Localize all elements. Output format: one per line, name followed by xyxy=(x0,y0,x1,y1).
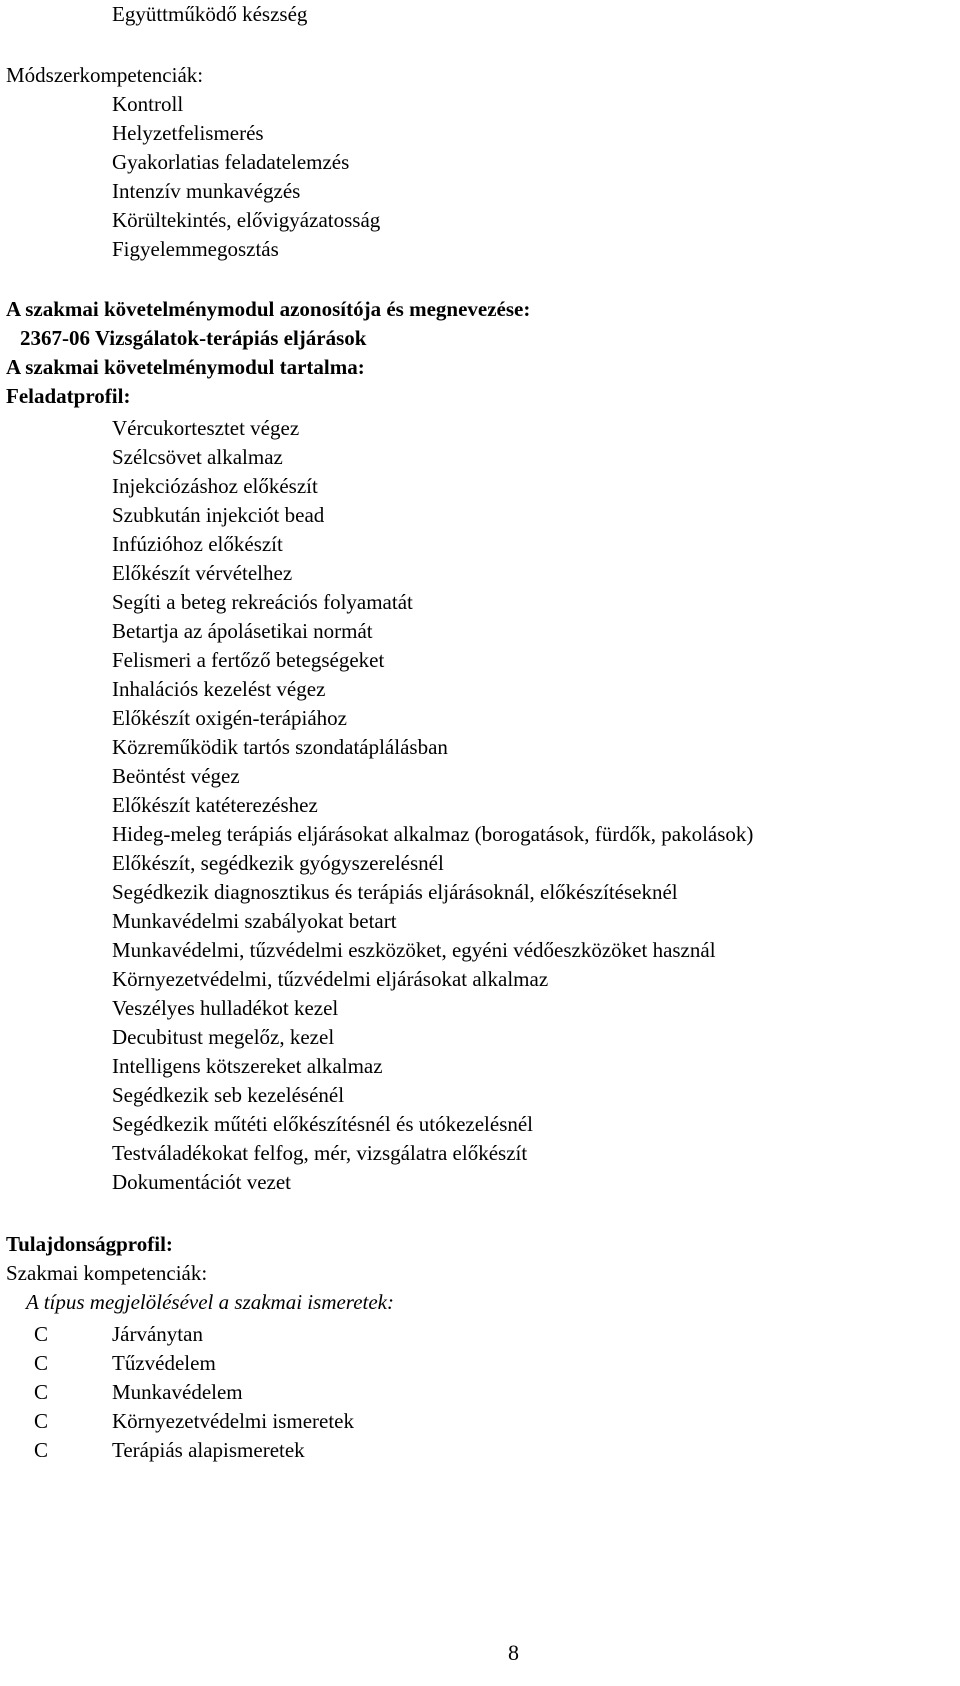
method-item: Kontroll xyxy=(112,92,184,116)
type-note: A típus megjelölésével a szakmai ismeretek: xyxy=(26,1290,394,1314)
task-item: Intelligens kötszereket alkalmaz xyxy=(112,1054,383,1078)
knowledge-label: Terápiás alapismeretek xyxy=(112,1438,305,1462)
knowledge-label: Tűzvédelem xyxy=(112,1351,216,1375)
method-item: Intenzív munkavégzés xyxy=(112,179,301,203)
method-item: Körültekintés, elővigyázatosság xyxy=(112,208,381,232)
task-item: Segédkezik seb kezelésénél xyxy=(112,1083,345,1107)
task-item: Előkészít, segédkezik gyógyszerelésnél xyxy=(112,851,444,875)
knowledge-type: C xyxy=(34,1380,49,1404)
knowledge-type: C xyxy=(34,1438,49,1462)
task-item: Környezetvédelmi, tűzvédelmi eljárásokat alkalmaz xyxy=(112,967,549,991)
method-item: Figyelemmegosztás xyxy=(112,237,279,261)
competency-item: Együttműködő készség xyxy=(112,2,308,26)
knowledge-label: Járványtan xyxy=(112,1322,203,1346)
task-item: Hideg-meleg terápiás eljárásokat alkalmaz (borogatások, fürdők, pakolások) xyxy=(112,822,754,846)
knowledge-type: C xyxy=(34,1322,49,1346)
task-item: Decubitust megelőz, kezel xyxy=(112,1025,335,1049)
method-competencies-heading: Módszerkompetenciák: xyxy=(6,63,204,87)
task-item: Munkavédelmi szabályokat betart xyxy=(112,909,397,933)
knowledge-row xyxy=(0,1409,960,1435)
task-item: Közreműködik tartós szondatáplálásban xyxy=(112,735,448,759)
task-item: Vércukortesztet végez xyxy=(112,416,300,440)
knowledge-row xyxy=(0,1438,960,1464)
task-item: Beöntést végez xyxy=(112,764,240,788)
property-profile-heading: Tulajdonságprofil: xyxy=(6,1232,173,1256)
task-item: Segíti a beteg rekreációs folyamatát xyxy=(112,590,413,614)
method-item: Helyzetfelismerés xyxy=(112,121,264,145)
module-id-value: 2367-06 Vizsgálatok-terápiás eljárások xyxy=(20,326,367,350)
knowledge-row xyxy=(0,1322,960,1348)
task-item: Munkavédelmi, tűzvédelmi eszközöket, egyéni védőeszközöket használ xyxy=(112,938,716,962)
knowledge-type: C xyxy=(34,1351,49,1375)
task-item: Veszélyes hulladékot kezel xyxy=(112,996,339,1020)
task-item: Injekciózáshoz előkészít xyxy=(112,474,318,498)
task-item: Felismeri a fertőző betegségeket xyxy=(112,648,385,672)
task-profile-heading: Feladatprofil: xyxy=(6,384,131,408)
module-content-heading: A szakmai követelménymodul tartalma: xyxy=(6,355,365,379)
page-number: 8 xyxy=(508,1640,519,1665)
task-item: Szubkután injekciót bead xyxy=(112,503,325,527)
professional-competencies-heading: Szakmai kompetenciák: xyxy=(6,1261,208,1285)
task-item: Szélcsövet alkalmaz xyxy=(112,445,283,469)
knowledge-label: Környezetvédelmi ismeretek xyxy=(112,1409,354,1433)
method-item: Gyakorlatias feladatelemzés xyxy=(112,150,350,174)
task-item: Betartja az ápolásetikai normát xyxy=(112,619,373,643)
module-id-heading: A szakmai követelménymodul azonosítója és megnevezése: xyxy=(6,297,531,321)
knowledge-row xyxy=(0,1351,960,1377)
task-item: Előkészít vérvételhez xyxy=(112,561,293,585)
task-item: Segédkezik diagnosztikus és terápiás eljárásoknál, előkészítéseknél xyxy=(112,880,678,904)
knowledge-type: C xyxy=(34,1409,49,1433)
task-item: Inhalációs kezelést végez xyxy=(112,677,326,701)
task-item: Dokumentációt vezet xyxy=(112,1170,292,1194)
task-item: Testváladékokat felfog, mér, vizsgálatra előkészít xyxy=(112,1141,528,1165)
knowledge-row xyxy=(0,1380,960,1406)
task-item: Infúzióhoz előkészít xyxy=(112,532,283,556)
task-item: Előkészít oxigén-terápiához xyxy=(112,706,347,730)
task-item: Segédkezik műtéti előkészítésnél és utókezelésnél xyxy=(112,1112,534,1136)
task-item: Előkészít katéterezéshez xyxy=(112,793,318,817)
knowledge-label: Munkavédelem xyxy=(112,1380,243,1404)
